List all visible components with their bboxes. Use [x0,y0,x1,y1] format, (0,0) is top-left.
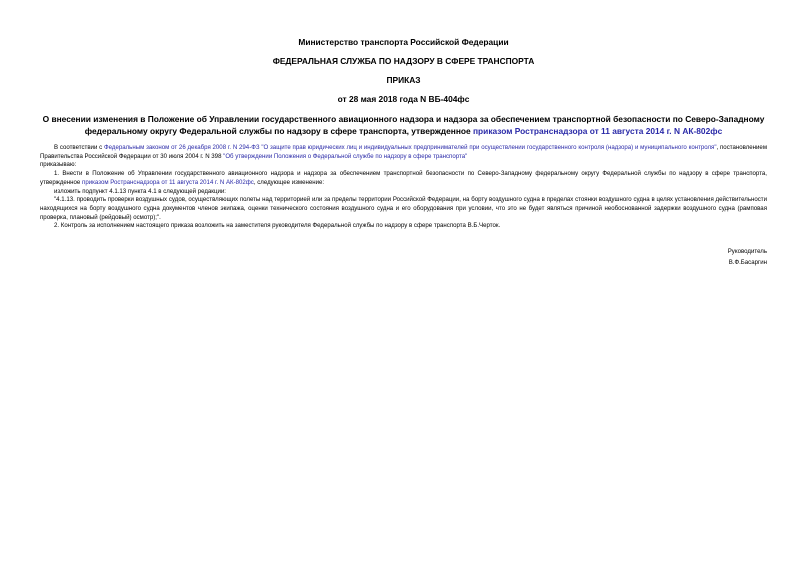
item-1-quote: "4.1.13. проводить проверки воздушных судов, осуществляющих полеты над территорией или за пределы территории Российской Федерации, на борту воздушного судна в пределах стоянки воздушного судна в целях установления действительности находящихся на борту воздушного судна документов членов экипажа, оценки технического состояния воздушного судна и его оборудования при условии, что это не будет являться причиной необоснованной задержки воздушного судна (рамповая проверка, плановый (рейдовый) осмотр);". [40,196,767,221]
federal-law-link[interactable]: Федеральным законом от 26 декабря 2008 г. N 294-ФЗ "О защите прав юридических лиц и индивидуальных предпринимателей при осуществлении государственного контроля (надзора) и муниципального контроля" [104,144,717,151]
document-body [40,144,767,231]
item-1-paragraph [40,170,767,187]
item-1-subclause: изложить подпункт 4.1.13 пункта 4.1 в следующей редакции: [54,187,226,195]
preamble-paragraph [40,144,767,161]
item-1-order-link[interactable]: приказом Ространснадзора от 11 августа 2014 г. N АК-802фс [82,178,254,186]
item-2-paragraph: 2. Контроль за исполнением настоящего приказа возложить на заместителя руководителя Федеральной службы по надзору в сфере транспорта В.Б.Черток. [54,222,501,230]
preamble-text-2: , постановлением Правительства Российской Федерации от 30 июля 2004 г. N 398 [40,144,768,160]
regulation-link[interactable]: "Об утверждении Положения о Федеральной службе по надзору в сфере транспорта" [223,152,468,160]
document-title [40,113,767,137]
service-heading: ФЕДЕРАЛЬНАЯ СЛУЖБА ПО НАДЗОРУ В СФЕРЕ ТРАНСПОРТА [272,56,535,66]
order-word: приказываю: [40,161,77,169]
preamble-text-1: В соответствии с [54,144,104,151]
date-number-heading: от 28 мая 2018 года N ВБ-404фс [337,94,470,104]
item-1-text-2: , следующее изменение: [253,178,325,186]
ministry-heading: Министерство транспорта Российской Федерации [298,37,509,47]
title-text: О внесении изменения в Положение об Управлении государственного авиационного надзора и надзора за обеспечением транспортной безопасности по Северо-Западному федеральному округу Федеральной службы по надзору в сфере транспорта, утвержденное [42,114,765,136]
item-1-text-1: 1. Внести в Положение об Управлении государственного авиационного надзора и надзора за обеспечением транспортной безопасности по Северо-Западному федеральному округу Федеральной службы по надзору в сфере транспорта, утвержденное [40,170,767,186]
title-order-link[interactable]: приказом Ространснадзора от 11 августа 2014 г. N АК-802фс [473,126,723,136]
signature-name: В.Ф.Басаргин [728,259,767,266]
signature-position: Руководитель [727,248,767,255]
doc-type-heading: ПРИКАЗ [386,75,421,85]
